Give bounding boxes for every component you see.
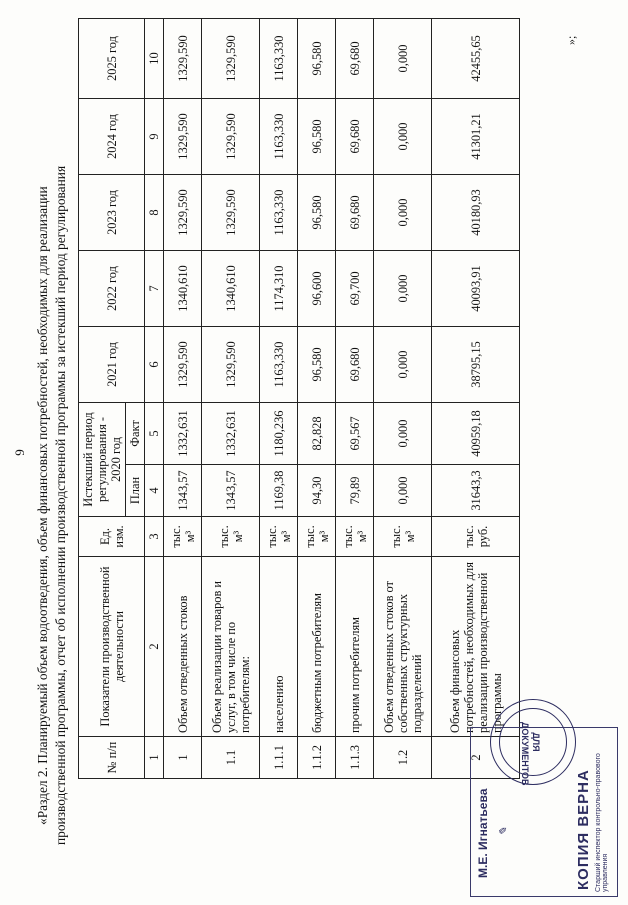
row-unit: тыс. м³ [298, 517, 336, 557]
row-num: 2 [432, 737, 520, 779]
header-plan: План [126, 465, 145, 517]
row-unit: тыс. м³ [374, 517, 432, 557]
row-value: 1329,590 [202, 175, 260, 251]
row-value: 82,828 [298, 403, 336, 465]
row-unit: тыс. м³ [164, 517, 202, 557]
col-num: 3 [145, 517, 164, 557]
row-value: 0,000 [374, 251, 432, 327]
row-value: 1329,590 [164, 175, 202, 251]
row-value: 0,000 [374, 403, 432, 465]
header-year-2021: 2021 год [79, 327, 145, 403]
row-value: 38795,15 [432, 327, 520, 403]
row-name: Объем финансовых потребностей, необходимых для реализации производственной программы [432, 557, 520, 737]
table-row [432, 19, 520, 779]
row-value: 1329,590 [202, 19, 260, 99]
table-row [164, 19, 202, 779]
header-fact: Факт [126, 403, 145, 465]
row-value: 96,580 [298, 327, 336, 403]
page-number: 9 [12, 449, 27, 456]
row-value: 1340,610 [164, 251, 202, 327]
row-value: 79,89 [336, 465, 374, 517]
row-value: 69,700 [336, 251, 374, 327]
row-value: 1174,310 [260, 251, 298, 327]
row-value: 1329,590 [202, 99, 260, 175]
row-value: 1163,330 [260, 99, 298, 175]
row-value: 69,680 [336, 99, 374, 175]
header-period: Истекший период регулирования - 2020 год [79, 403, 126, 517]
row-value: 69,680 [336, 19, 374, 99]
row-value: 31643,3 [432, 465, 520, 517]
col-num: 9 [145, 99, 164, 175]
col-num: 7 [145, 251, 164, 327]
signature-scribble: ✎ [498, 826, 510, 836]
row-unit: тыс. руб. [432, 517, 520, 557]
row-value: 1169,38 [260, 465, 298, 517]
row-value: 1329,590 [164, 327, 202, 403]
col-num: 5 [145, 403, 164, 465]
row-num: 1.1.3 [336, 737, 374, 779]
row-value: 96,600 [298, 251, 336, 327]
row-value: 40093,91 [432, 251, 520, 327]
row-unit: тыс. м³ [336, 517, 374, 557]
row-name: Объем отведенных стоков [164, 557, 202, 737]
row-value: 1329,590 [164, 99, 202, 175]
row-value: 1343,57 [164, 465, 202, 517]
header-year-2022: 2022 год [79, 251, 145, 327]
header-indicator: Показатели производственной деятельности [79, 557, 145, 737]
table-row [336, 19, 374, 779]
row-num: 1.1 [202, 737, 260, 779]
col-num: 2 [145, 557, 164, 737]
row-value: 0,000 [374, 465, 432, 517]
row-value: 0,000 [374, 19, 432, 99]
row-name: Объем отведенных стоков от собственных структурных подразделений [374, 557, 432, 737]
row-value: 0,000 [374, 99, 432, 175]
row-name: прочим потребителям [336, 557, 374, 737]
header-year-2024: 2024 год [79, 99, 145, 175]
row-num: 1.1.2 [298, 737, 336, 779]
row-value: 1329,590 [164, 19, 202, 99]
col-num: 4 [145, 465, 164, 517]
row-value: 1329,590 [202, 327, 260, 403]
col-num: 10 [145, 19, 164, 99]
row-value: 42455,65 [432, 19, 520, 99]
row-value: 0,000 [374, 327, 432, 403]
seal-text: ДЛЯ ДОКУМЕНТОВ [520, 722, 541, 786]
row-value: 94,30 [298, 465, 336, 517]
row-value: 41301,21 [432, 99, 520, 175]
row-value: 1163,330 [260, 327, 298, 403]
round-seal [490, 699, 576, 785]
row-value: 96,580 [298, 99, 336, 175]
closing-quote: »; [564, 35, 578, 45]
row-value: 1332,631 [164, 403, 202, 465]
section-heading [34, 25, 70, 845]
row-num: 1.2 [374, 737, 432, 779]
row-value: 1332,631 [202, 403, 260, 465]
program-table [78, 18, 520, 779]
row-value: 69,567 [336, 403, 374, 465]
signature-name: М.Е. Игнатьева [476, 788, 490, 878]
header-unit: Ед. изм. [79, 517, 145, 557]
table-row [202, 19, 260, 779]
row-value: 40180,93 [432, 175, 520, 251]
table-row [260, 19, 298, 779]
row-name: населению [260, 557, 298, 737]
row-value: 69,680 [336, 327, 374, 403]
row-num: 1.1.1 [260, 737, 298, 779]
heading-line-1: «Раздел 2. Планируемый объем водоотведения, объем финансовых потребностей, необходимых для реализации [35, 186, 50, 825]
stamp-title: КОПИЯ ВЕРНА [575, 769, 592, 890]
col-num: 8 [145, 175, 164, 251]
row-value: 96,580 [298, 175, 336, 251]
row-value: 1163,330 [260, 175, 298, 251]
header-num: № п/п [79, 737, 145, 779]
row-value: 1340,610 [202, 251, 260, 327]
row-name: бюджетным потребителям [298, 557, 336, 737]
stamp-org-line: Старший инспектор контрольно-правового управления [595, 753, 609, 892]
col-num: 6 [145, 327, 164, 403]
table-row [298, 19, 336, 779]
row-unit: тыс. м³ [260, 517, 298, 557]
table-header-row [79, 19, 126, 779]
row-value: 1180,236 [260, 403, 298, 465]
row-value: 69,680 [336, 175, 374, 251]
row-value: 0,000 [374, 175, 432, 251]
row-value: 1343,57 [202, 465, 260, 517]
header-year-2025: 2025 год [79, 19, 145, 99]
header-year-2023: 2023 год [79, 175, 145, 251]
row-value: 96,580 [298, 19, 336, 99]
row-unit: тыс. м³ [202, 517, 260, 557]
row-value: 1163,330 [260, 19, 298, 99]
heading-line-2: производственной программы, отчет об исполнении производственной программы за истекший период регулирования [53, 165, 68, 845]
column-number-row [145, 19, 164, 779]
row-num: 1 [164, 737, 202, 779]
table-row [374, 19, 432, 779]
row-value: 40959,18 [432, 403, 520, 465]
row-name: Объем реализации товаров и услуг, в том числе по потребителям: [202, 557, 260, 737]
col-num: 1 [145, 737, 164, 779]
